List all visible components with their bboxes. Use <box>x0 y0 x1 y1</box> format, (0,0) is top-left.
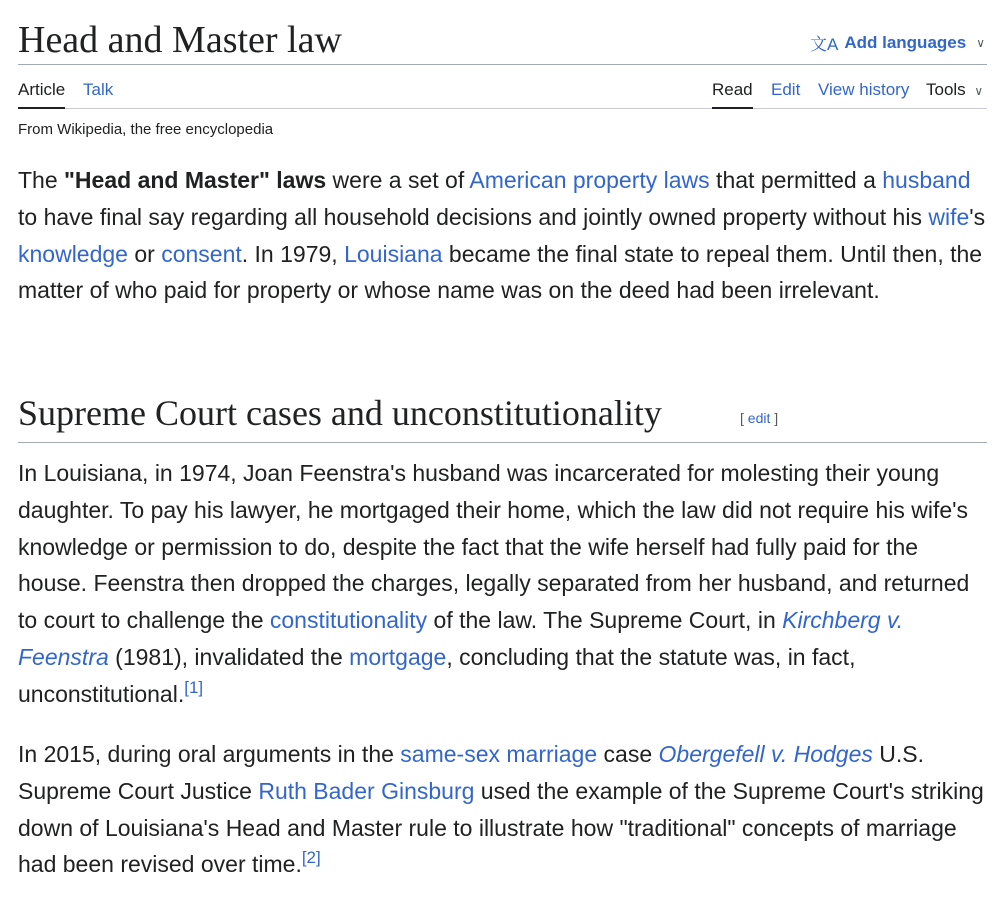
section-title: Supreme Court cases and unconstitutionality <box>18 393 662 433</box>
page-title: Head and Master law <box>18 19 342 61</box>
link-knowledge[interactable]: knowledge <box>18 240 128 267</box>
text: or <box>127 240 162 267</box>
text: In 2015, during oral arguments in the <box>18 741 401 767</box>
text: were a set of <box>326 167 470 193</box>
link-louisiana[interactable]: Louisiana <box>344 240 443 267</box>
link-obergefell-v-hodges[interactable] <box>659 741 873 767</box>
tab-view-history[interactable]: View history <box>818 80 910 99</box>
paragraph-obergefell <box>18 736 987 883</box>
tools-menu[interactable] <box>926 79 983 108</box>
tab-talk[interactable]: Talk <box>83 80 114 99</box>
page-tabs <box>18 65 987 109</box>
tagline: From Wikipedia, the free encyclopedia <box>18 121 274 138</box>
tab-read[interactable]: Read <box>712 79 753 109</box>
text: In Louisiana, in 1974, Joan Feenstra's husband was incarcerated for molesting their young daughter. To pay his lawyer, he mortgaged their home, which the law did not require his wife's knowledge or permission to do, despite the fact that the wife herself had fully paid for the house. Feenstra then dropped the charges, legally separated from her husband, and returned to court to challenge the <box>18 460 970 634</box>
text: became the final state to repeal them. Until then, the matter of who paid for property or whose name was on the deed had been irrelevant. <box>18 240 983 304</box>
translate-icon: 文A <box>810 35 839 54</box>
text: of the law. The Supreme Court, in <box>427 607 783 634</box>
title-row <box>18 0 987 65</box>
link-american-property-laws[interactable]: American property laws <box>469 167 710 193</box>
text: 's <box>969 203 986 230</box>
edit-section <box>740 410 778 426</box>
paragraph-feenstra <box>18 455 987 713</box>
case-name: Kirchberg v. Feenstra <box>18 607 904 670</box>
bracket: ] <box>770 410 779 426</box>
link-husband[interactable]: husband <box>882 167 971 193</box>
edit-section-link[interactable]: edit <box>747 410 771 426</box>
reference-1[interactable]: [1] <box>184 677 204 697</box>
text: case <box>597 741 659 767</box>
text: The <box>18 167 65 193</box>
article-page <box>18 0 987 878</box>
text: . In 1979, <box>241 240 345 267</box>
link-ruth-bader-ginsburg[interactable]: Ruth Bader Ginsburg <box>258 777 475 804</box>
tab-edit[interactable]: Edit <box>771 80 801 99</box>
add-languages-button[interactable] <box>810 30 985 55</box>
intro-paragraph <box>18 162 987 309</box>
add-languages-label: Add languages <box>844 32 967 52</box>
bracket: [ <box>740 410 748 426</box>
link-constitutionality[interactable]: constitutionality <box>269 607 428 634</box>
reference-2[interactable]: [2] <box>301 848 321 868</box>
text: U.S. Supreme Court Justice <box>18 741 924 804</box>
bold-term: "Head and Master" laws <box>64 167 327 193</box>
tools-label: Tools <box>926 80 966 99</box>
case-name: Obergefell v. Hodges <box>658 741 873 767</box>
link-consent[interactable]: consent <box>161 240 242 267</box>
text: (1981), invalidated the <box>108 643 350 670</box>
link-mortgage[interactable]: mortgage <box>349 643 447 670</box>
link-same-sex-marriage[interactable]: same-sex marriage <box>400 741 598 767</box>
section-heading <box>18 388 987 443</box>
text: that permitted a <box>709 167 883 193</box>
text: to have final say regarding all household decisions and jointly owned property without his <box>18 203 929 230</box>
tab-article[interactable]: Article <box>18 79 65 109</box>
text: , concluding that the statute was, in fact, unconstitutional. <box>18 643 856 707</box>
chevron-down-icon: ∨ <box>974 84 984 98</box>
text: used the example of the Supreme Court's striking down of Louisiana's Head and Master rule to illustrate how "traditional" concepts of marriage had been revised over time. <box>18 777 984 878</box>
chevron-down-icon: ∨ <box>976 35 985 50</box>
link-wife[interactable]: wife <box>928 203 970 230</box>
